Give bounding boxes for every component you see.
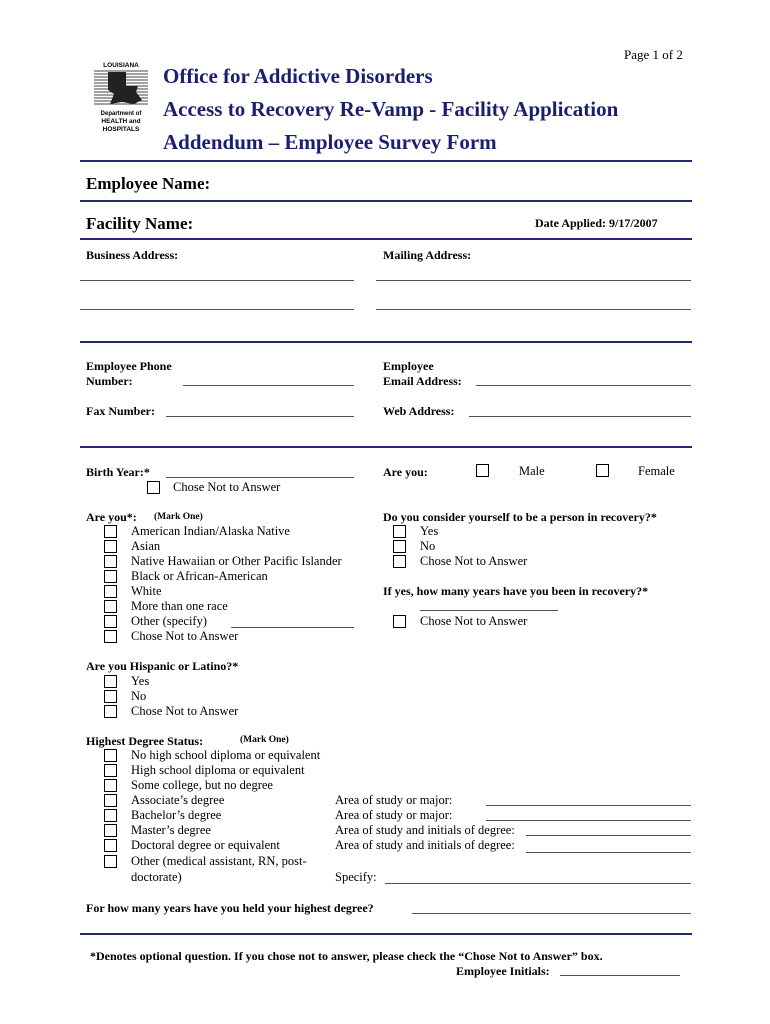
recovery-years-chose-not-label: Chose Not to Answer	[420, 614, 528, 628]
degree-years-line[interactable]	[412, 913, 691, 914]
title-office: Office for Addictive Disorders	[163, 64, 433, 88]
study-label: Area of study or major:	[335, 808, 453, 822]
race-checkbox[interactable]	[104, 525, 117, 538]
mailing-address-label: Mailing Address:	[383, 248, 472, 262]
employee-name-label: Employee Name:	[86, 174, 211, 193]
specify-line[interactable]	[385, 883, 691, 884]
study-line[interactable]	[526, 835, 691, 836]
hispanic-option: No	[131, 689, 147, 703]
hispanic-label: Are you Hispanic or Latino?*	[86, 659, 239, 673]
race-option: Asian	[131, 539, 161, 553]
race-checkbox[interactable]	[104, 630, 117, 643]
recovery-checkbox[interactable]	[393, 525, 406, 538]
gender-label: Are you:	[383, 465, 428, 479]
recovery-years-line[interactable]	[420, 610, 558, 611]
business-address-line-1[interactable]	[80, 280, 354, 281]
degree-checkbox[interactable]	[104, 824, 117, 837]
study-label: Area of study or major:	[335, 793, 453, 807]
recovery-option: Chose Not to Answer	[420, 554, 528, 568]
degree-checkbox[interactable]	[104, 779, 117, 792]
female-checkbox[interactable]	[596, 464, 609, 477]
web-input-line[interactable]	[469, 416, 691, 417]
employee-initials-line[interactable]	[560, 975, 680, 976]
optional-note: *Denotes optional question. If you chose not to answer, please check the “Chose Not to Answer” box.	[90, 949, 603, 963]
recovery-option: No	[420, 539, 436, 553]
svg-text:Department of: Department of	[100, 111, 142, 117]
phone-input-line[interactable]	[183, 385, 354, 386]
degree-mark-one: (Mark One)	[240, 735, 289, 745]
degree-option: Associate’s degree	[131, 793, 225, 807]
email-input-line[interactable]	[476, 385, 691, 386]
degree-checkbox[interactable]	[104, 809, 117, 822]
race-checkbox[interactable]	[104, 615, 117, 628]
phone-label-1: Employee Phone	[86, 359, 172, 373]
svg-text:HOSPITALS: HOSPITALS	[102, 126, 140, 133]
hispanic-checkbox[interactable]	[104, 690, 117, 703]
recovery-checkbox[interactable]	[393, 540, 406, 553]
specify-label: Specify:	[335, 870, 377, 884]
degree-option: Master’s degree	[131, 823, 211, 837]
race-option: White	[131, 584, 162, 598]
study-line[interactable]	[526, 852, 691, 853]
mailing-address-line-1[interactable]	[376, 280, 691, 281]
recovery-years-label: If yes, how many years have you been in recovery?*	[383, 584, 649, 598]
divider	[80, 341, 692, 343]
race-option: Other (specify)	[131, 614, 208, 628]
study-line[interactable]	[486, 820, 691, 821]
degree-option: High school diploma or equivalent	[131, 763, 305, 777]
male-label: Male	[519, 464, 545, 478]
business-address-line-2[interactable]	[80, 309, 354, 310]
date-applied: Date Applied: 9/17/2007	[535, 216, 658, 230]
page-number: Page 1 of 2	[624, 47, 683, 62]
study-label: Area of study and initials of degree:	[335, 823, 515, 837]
race-label: Are you*:	[86, 510, 137, 524]
study-label: Area of study and initials of degree:	[335, 838, 515, 852]
race-other-specify-line[interactable]	[231, 627, 354, 628]
svg-text:LOUISIANA: LOUISIANA	[103, 62, 139, 69]
birth-year-chose-not-label: Chose Not to Answer	[173, 480, 281, 494]
divider	[80, 238, 692, 240]
degree-checkbox[interactable]	[104, 749, 117, 762]
degree-option: No high school diploma or equivalent	[131, 748, 321, 762]
facility-name-label: Facility Name:	[86, 214, 194, 233]
race-checkbox[interactable]	[104, 540, 117, 553]
louisiana-dhh-logo	[92, 60, 150, 136]
degree-option: Bachelor’s degree	[131, 808, 222, 822]
study-line[interactable]	[486, 805, 691, 806]
degree-option: Other (medical assistant, RN, post-	[131, 854, 307, 868]
degree-checkbox[interactable]	[104, 855, 117, 868]
degree-checkbox[interactable]	[104, 764, 117, 777]
recovery-option: Yes	[420, 524, 439, 538]
birth-year-input-line[interactable]	[166, 477, 354, 478]
race-mark-one: (Mark One)	[154, 512, 203, 522]
recovery-years-chose-not-checkbox[interactable]	[393, 615, 406, 628]
degree-checkbox[interactable]	[104, 794, 117, 807]
degree-option-continued: doctorate)	[131, 870, 182, 884]
race-checkbox[interactable]	[104, 600, 117, 613]
recovery-label: Do you consider yourself to be a person in recovery?*	[383, 510, 657, 524]
degree-label: Highest Degree Status:	[86, 734, 204, 748]
birth-year-label: Birth Year:*	[86, 465, 150, 479]
degree-option: Doctoral degree or equivalent	[131, 838, 280, 852]
title-survey-form: Addendum – Employee Survey Form	[163, 130, 497, 154]
phone-label-2: Number:	[86, 374, 133, 388]
female-label: Female	[638, 464, 675, 478]
race-option: Black or African-American	[131, 569, 268, 583]
race-option: More than one race	[131, 599, 228, 613]
email-label-1: Employee	[383, 359, 434, 373]
employee-initials-label: Employee Initials:	[456, 964, 550, 978]
title-application: Access to Recovery Re-Vamp - Facility Application	[163, 97, 619, 121]
hispanic-checkbox[interactable]	[104, 705, 117, 718]
race-checkbox[interactable]	[104, 570, 117, 583]
hispanic-option: Yes	[131, 674, 150, 688]
degree-checkbox[interactable]	[104, 839, 117, 852]
recovery-checkbox[interactable]	[393, 555, 406, 568]
email-label-2: Email Address:	[383, 374, 462, 388]
divider	[80, 160, 692, 162]
race-option: Chose Not to Answer	[131, 629, 239, 643]
hispanic-option: Chose Not to Answer	[131, 704, 239, 718]
business-address-label: Business Address:	[86, 248, 179, 262]
web-label: Web Address:	[383, 404, 455, 418]
race-checkbox[interactable]	[104, 555, 117, 568]
divider	[80, 446, 692, 448]
hispanic-checkbox[interactable]	[104, 675, 117, 688]
divider	[80, 200, 692, 202]
birth-year-chose-not-checkbox[interactable]	[147, 481, 160, 494]
degree-years-label: For how many years have you held your highest degree?	[86, 901, 374, 915]
fax-input-line[interactable]	[166, 416, 354, 417]
race-checkbox[interactable]	[104, 585, 117, 598]
race-option: American Indian/Alaska Native	[131, 524, 290, 538]
race-option: Native Hawaiian or Other Pacific Islander	[131, 554, 342, 568]
svg-text:HEALTH and: HEALTH and	[101, 118, 141, 125]
divider	[80, 933, 692, 935]
fax-label: Fax Number:	[86, 404, 155, 418]
male-checkbox[interactable]	[476, 464, 489, 477]
degree-option: Some college, but no degree	[131, 778, 273, 792]
mailing-address-line-2[interactable]	[376, 309, 691, 310]
